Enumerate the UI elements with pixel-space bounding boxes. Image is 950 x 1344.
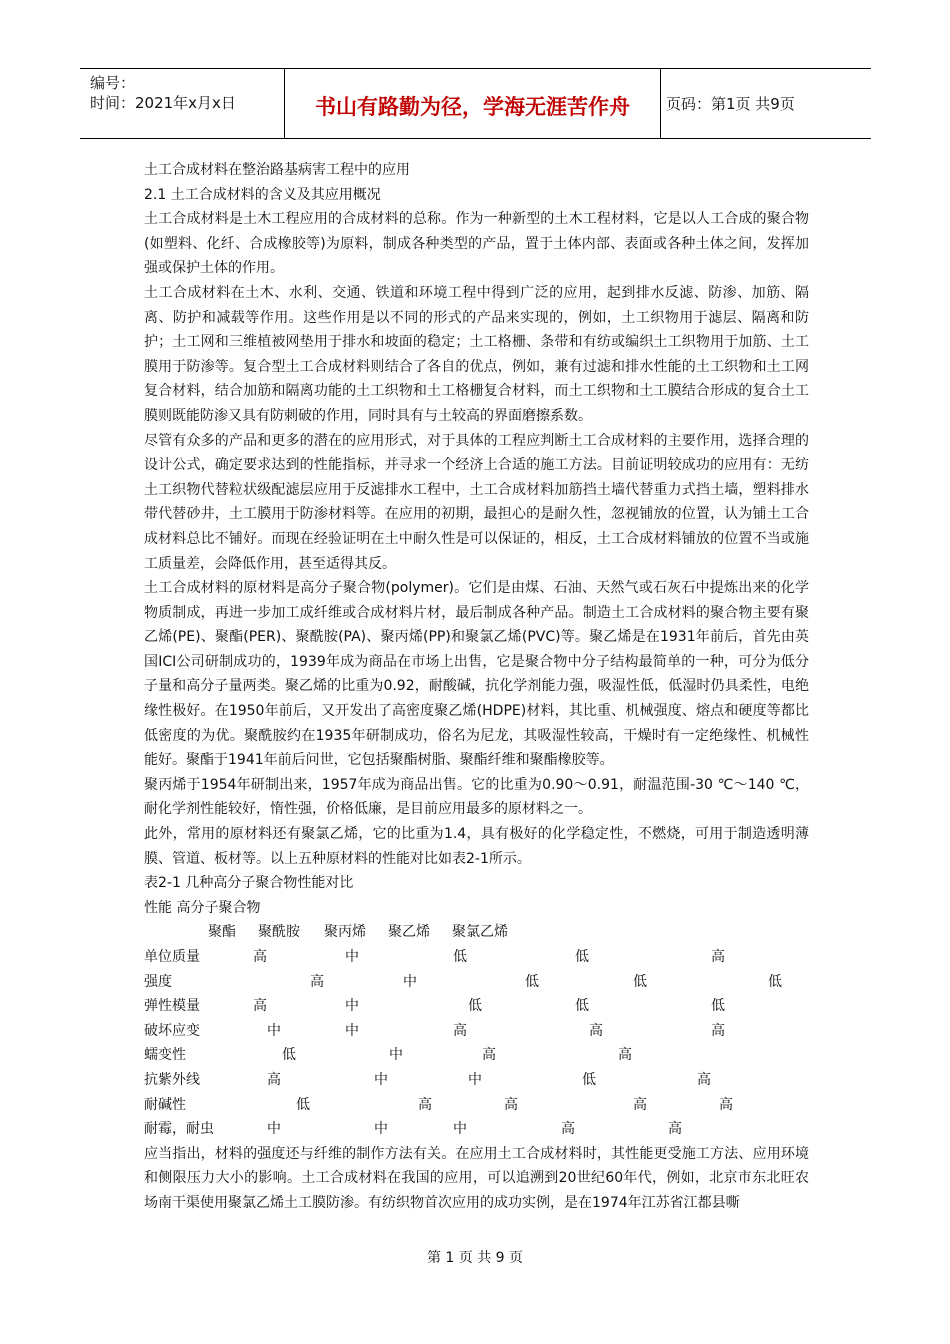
column-header: 聚酯	[208, 924, 236, 941]
row-label: 弹性模量	[144, 998, 200, 1015]
table-cell: 低	[582, 1071, 596, 1088]
table-cell: 高	[668, 1121, 682, 1138]
row-label: 抗紫外线	[144, 1071, 200, 1088]
header-page-info: 页码：第1页 共9页	[666, 95, 795, 113]
table-cell: 低	[575, 998, 589, 1015]
table-cell: 高	[504, 1096, 518, 1113]
table-cell: 中	[345, 1022, 359, 1039]
table-row	[144, 1043, 809, 1068]
table-cell: 中	[468, 1071, 482, 1088]
property-comparison-table	[144, 920, 809, 1141]
table-header-line: 性能 高分子聚合物	[144, 899, 261, 916]
table-cell: 高	[482, 1047, 496, 1064]
body-paragraph: 应当指出，材料的强度还与纤维的制作方法有关。在应用土工合成材料时，其性能更受施工方法、应用环境和侧限压力大小的影响。土工合成材料在我国的应用，可以追溯到20世纪60年代，例如，北京市东北旺农场南干渠使用聚氯乙烯土工膜防渗。有纺织物首次应用的成功实例，是在1974年江苏省江都县嘶	[144, 1145, 809, 1211]
row-label: 耐霉，耐虫	[144, 1121, 214, 1138]
table-cell: 中	[389, 1047, 403, 1064]
table-cell: 低	[768, 973, 782, 990]
body-paragraph: 土工合成材料在土木、水利、交通、铁道和环境工程中得到广泛的应用，起到排水反滤、防渗、加筋、隔离、防护和减载等作用。这些作用是以不同的形式的产品来实现的，例如，土工织物用于滤层、隔离和防护；土工网和三维植被网垫用于排水和坡面的稳定；土工格栅、条带和有纺或编织土工织物用于加筋、土工膜用于防渗等。复合型土工合成材料则结合了各自的优点，例如，兼有过滤和排水性能的土工织物和土工网复合材料，结合加筋和隔离功能的土工织物和土工格栅复合材料，而土工织物和土工膜结合形成的复合土工膜则既能防渗又具有防刺破的作用，同时具有与土较高的界面磨擦系数。	[144, 284, 809, 424]
table-row	[144, 945, 809, 970]
table-cell: 高	[253, 998, 267, 1015]
body-paragraph: 尽管有众多的产品和更多的潜在的应用形式，对于具体的工程应判断土工合成材料的主要作用，选择合理的设计公式，确定要求达到的性能指标，并寻求一个经济上合适的施工方法。目前证明较成功的应用有：无纺土工织物代替粒状级配滤层应用于反滤排水工程中，土工合成材料加筋挡土墙代替重力式挡土墙，塑料排水带代替砂井，土工膜用于防渗材料等。在应用的初期，最担心的是耐久性，忽视铺放的位置，认为铺土工合成材料总比不铺好。而现在经验证明在土中耐久性是可以保证的，相反，土工合成材料铺放的位置不当或施工质量差，会降低作用，甚至适得其反。	[144, 432, 809, 572]
body-paragraph: 土工合成材料是土木工程应用的合成材料的总称。作为一种新型的土木工程材料，它是以人工合成的聚合物(如塑料、化纤、合成橡胶等)为原料，制成各种类型的产品，置于土体内部、表面或各种土体之间，发挥加强或保护土体的作用。	[144, 211, 809, 277]
table-cell: 低	[282, 1047, 296, 1064]
page-header	[80, 68, 871, 139]
document-time-label: 时间：2021年x月x日	[90, 94, 236, 112]
table-cell: 中	[403, 973, 417, 990]
body-paragraph: 聚丙烯于1954年研制出来，1957年成为商品出售。它的比重为0.90～0.91，耐温范围-30 ℃～140 ℃，耐化学剂性能较好，惰性强，价格低廉，是目前应用最多的原材料之一。	[144, 776, 809, 818]
table-row	[144, 1093, 809, 1118]
table-cell: 低	[633, 973, 647, 990]
body-paragraph: 此外，常用的原材料还有聚氯乙烯，它的比重为1.4，具有极好的化学稳定性，不燃烧，可用于制造透明薄膜、管道、板材等。以上五种原材料的性能对比如表2-1所示。	[144, 826, 809, 867]
document-title: 土工合成材料在整治路基病害工程中的应用	[144, 162, 410, 178]
document-number-label: 编号：	[90, 74, 136, 92]
table-row	[144, 1068, 809, 1093]
table-row	[144, 1117, 809, 1142]
column-header: 聚乙烯	[388, 924, 430, 941]
table-cell: 中	[374, 1071, 388, 1088]
body-paragraph: 土工合成材料的原材料是高分子聚合物(polymer)。它们是由煤、石油、天然气或石灰石中提炼出来的化学物质制成，再进一步加工成纤维或合成材料片材，最后制成各种产品。制造土工合成材料的聚合物主要有聚乙烯(PE)、聚酯(PER)、聚酰胺(PA)、聚丙烯(PP)和聚氯乙烯(PVC)等。聚乙烯是在1931年前后，首先由英国ICI公司研制成功的，1939年成为商品在市场上出售，它是聚合物中分子结构最简单的一种，可分为低分子量和高分子量两类。聚乙烯的比重为0.92，耐酸碱，抗化学剂能力强，吸湿性低，低湿时仍具柔性，电绝缘性极好。在1950年前后，又开发出了高密度聚乙烯(HDPE)材料，其比重、机械强度、熔点和硬度等都比低密度的为优。聚酰胺约在1935年研制成功，俗名为尼龙，其吸湿性较高，干燥时有一定绝缘性、机械性能好。聚酯于1941年前后问世，它包括聚酯树脂、聚酯纤维和聚酯橡胶等。	[144, 580, 809, 769]
table-cell: 中	[345, 998, 359, 1015]
table-cell: 低	[296, 1096, 310, 1113]
table-row	[144, 970, 809, 995]
table-cell: 高	[618, 1047, 632, 1064]
table-cell: 高	[719, 1096, 733, 1113]
table-row	[144, 1019, 809, 1044]
row-label: 耐碱性	[144, 1096, 186, 1113]
column-header: 聚氯乙烯	[452, 924, 508, 941]
table-cell: 高	[697, 1071, 711, 1088]
table-cell: 中	[267, 1121, 281, 1138]
table-cell: 中	[267, 1022, 281, 1039]
row-label: 单位质量	[144, 949, 200, 965]
table-cell: 低	[453, 949, 467, 965]
header-meta	[90, 73, 236, 113]
table-cell: 高	[589, 1022, 603, 1039]
header-divider	[660, 69, 661, 138]
table-cell: 低	[575, 949, 589, 965]
table-cell: 高	[633, 1096, 647, 1113]
table-cell: 高	[418, 1096, 432, 1113]
row-label: 强度	[144, 973, 172, 990]
table-cell: 低	[525, 973, 539, 990]
section-heading: 2.1 土工合成材料的含义及其应用概况	[144, 186, 381, 203]
table-cell: 中	[374, 1121, 388, 1138]
document-body	[144, 158, 809, 1216]
table-cell: 中	[345, 949, 359, 965]
page-footer: 第 1 页 共 9 页	[426, 1250, 524, 1266]
table-cell: 高	[310, 973, 324, 990]
table-cell: 高	[453, 1022, 467, 1039]
column-header: 聚丙烯	[324, 924, 366, 941]
header-motto: 书山有路勤为径，学海无涯苦作舟	[315, 95, 630, 119]
table-row	[144, 994, 809, 1019]
table-cell: 低	[468, 998, 482, 1015]
table-cell: 高	[267, 1071, 281, 1088]
table-cell: 高	[711, 949, 725, 965]
table-cell: 高	[253, 949, 267, 965]
row-label: 破坏应变	[144, 1022, 200, 1039]
row-label: 蠕变性	[144, 1047, 186, 1064]
table-cell: 低	[711, 998, 725, 1015]
table-column-headers	[144, 920, 809, 945]
table-cell: 高	[711, 1022, 725, 1039]
column-header: 聚酰胺	[258, 924, 300, 941]
table-cell: 中	[453, 1121, 467, 1138]
table-cell: 高	[561, 1121, 575, 1138]
table-caption: 表2-1 几种高分子聚合物性能对比	[144, 875, 354, 892]
